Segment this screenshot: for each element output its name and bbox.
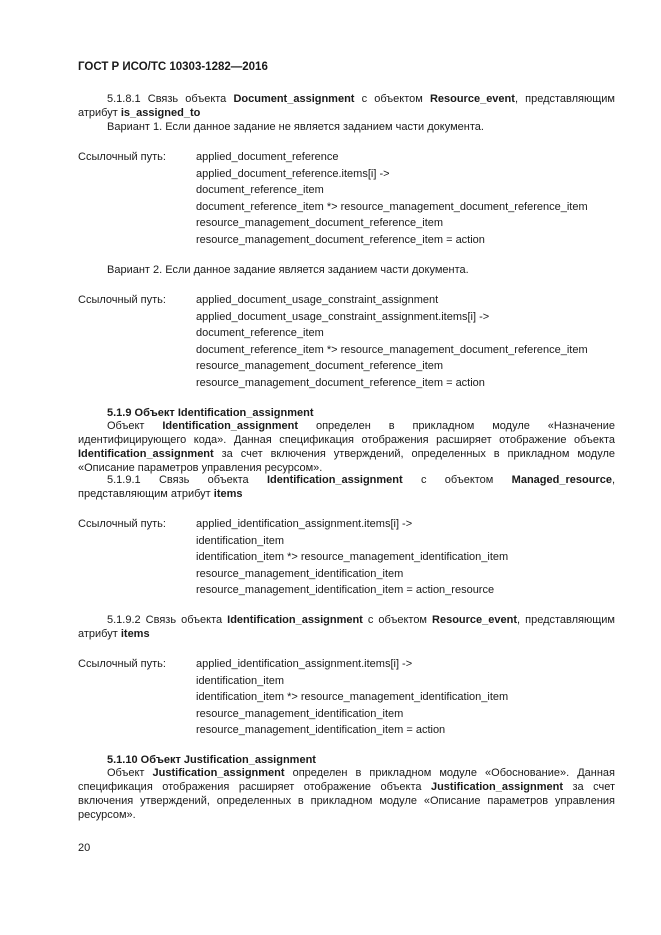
page-number: 20 bbox=[78, 842, 91, 854]
path-line: resource_management_identification_item = action bbox=[196, 724, 446, 737]
path-line: applied_document_reference bbox=[196, 151, 339, 163]
entity-name: Identification_assignment bbox=[78, 448, 214, 460]
clause-5-1-9-1 bbox=[78, 473, 615, 501]
clause-text: , представляющим атрибут bbox=[78, 474, 615, 500]
clause-text: с объектом bbox=[402, 474, 512, 486]
variant-2: Вариант 2. Если данное задание является заданием части документа. bbox=[107, 264, 469, 276]
attribute-name: items bbox=[213, 488, 243, 500]
path-line: document_reference_item *> resource_management_document_reference_item bbox=[196, 343, 588, 356]
reference-path-label: Ссылочный путь: bbox=[78, 518, 166, 530]
section-5-1-9-body bbox=[78, 419, 615, 475]
entity-name: Justification_assignment bbox=[152, 767, 285, 779]
path-line: resource_management_document_reference_item = action bbox=[196, 233, 485, 246]
section-5-1-9-title: 5.1.9 Объект Identification_assignment bbox=[107, 407, 314, 419]
entity-name: Resource_event bbox=[429, 93, 515, 105]
path-line: identification_item *> resource_management_identification_item bbox=[196, 551, 509, 564]
clause-5-1-9-2 bbox=[78, 613, 615, 641]
clause-text: с объектом bbox=[354, 93, 430, 105]
body-text: Объект bbox=[107, 767, 153, 779]
path-line: identification_item bbox=[196, 534, 285, 547]
body-text: определен в прикладном модуле «Обоснование». Данная спецификация отображения расширяет отображение объекта bbox=[78, 767, 615, 793]
path-line: resource_management_document_reference_item = action bbox=[196, 376, 485, 389]
entity-name: Document_assignment bbox=[233, 93, 355, 105]
clause-text: , представляющим атрибут bbox=[78, 93, 615, 119]
path-line: resource_management_identification_item bbox=[196, 567, 404, 580]
path-line: applied_identification_assignment.items[i] -> bbox=[196, 518, 413, 530]
path-line: document_reference_item bbox=[196, 327, 324, 340]
clause-text: с объектом bbox=[362, 614, 433, 626]
body-text: Объект bbox=[107, 420, 163, 432]
section-5-1-10-title: 5.1.10 Объект Justification_assignment bbox=[107, 754, 316, 766]
reference-path-label: Ссылочный путь: bbox=[78, 294, 166, 306]
path-line: resource_management_document_reference_item bbox=[196, 360, 444, 373]
entity-name: Identification_assignment bbox=[227, 614, 363, 626]
attribute-name: items bbox=[120, 628, 150, 640]
reference-path-label: Ссылочный путь: bbox=[78, 151, 166, 163]
path-line: resource_management_identification_item bbox=[196, 707, 404, 720]
path-line: resource_management_document_reference_item bbox=[196, 217, 444, 230]
body-text: определен в прикладном модуле «Назначение идентифицирующего кода». Данная спецификация отображения расширяет отображение объекта bbox=[78, 420, 615, 446]
reference-path-4 bbox=[196, 656, 508, 739]
clause-text: , представляющим атрибут bbox=[78, 614, 615, 640]
clause-text: 5.1.8.1 Связь объекта bbox=[107, 93, 234, 105]
path-line: identification_item *> resource_management_identification_item bbox=[196, 691, 509, 704]
body-text: за счет включения утверждений, определенных в прикладном модуле «Описание параметров управления ресурсом». bbox=[78, 781, 615, 821]
variant-1: Вариант 1. Если данное задание не является заданием части документа. bbox=[107, 121, 484, 133]
entity-name: Identification_assignment bbox=[162, 420, 299, 432]
reference-path-3 bbox=[196, 516, 508, 599]
path-line: applied_document_usage_constraint_assignment bbox=[196, 294, 439, 306]
path-line: applied_identification_assignment.items[i] -> bbox=[196, 658, 413, 670]
reference-path-label: Ссылочный путь: bbox=[78, 658, 166, 670]
path-line: document_reference_item *> resource_management_document_reference_item bbox=[196, 200, 588, 213]
reference-path-2 bbox=[196, 292, 588, 392]
entity-name: Managed_resource bbox=[511, 474, 612, 486]
path-line: document_reference_item bbox=[196, 184, 324, 197]
clause-text: 5.1.9.1 Связь объекта bbox=[107, 474, 267, 486]
path-line: applied_document_reference.items[i] -> bbox=[196, 167, 390, 180]
standard-header: ГОСТ Р ИСО/ТС 10303-1282—2016 bbox=[78, 61, 268, 73]
entity-name: Resource_event bbox=[432, 614, 518, 626]
clause-5-1-8-1 bbox=[78, 92, 615, 120]
body-text: за счет включения утверждений, определенных в прикладном модуле «Описание параметров управления ресурсом». bbox=[78, 448, 615, 474]
attribute-name: is_assigned_to bbox=[120, 107, 201, 119]
path-line: resource_management_identification_item = action_resource bbox=[196, 584, 495, 597]
entity-name: Identification_assignment bbox=[266, 474, 403, 486]
entity-name: Justification_assignment bbox=[430, 781, 563, 793]
reference-path-1 bbox=[196, 149, 588, 249]
path-line: identification_item bbox=[196, 674, 285, 687]
path-line: applied_document_usage_constraint_assignment.items[i] -> bbox=[196, 310, 490, 323]
section-5-1-10-body bbox=[78, 766, 615, 822]
clause-text: 5.1.9.2 Связь объекта bbox=[107, 614, 228, 626]
